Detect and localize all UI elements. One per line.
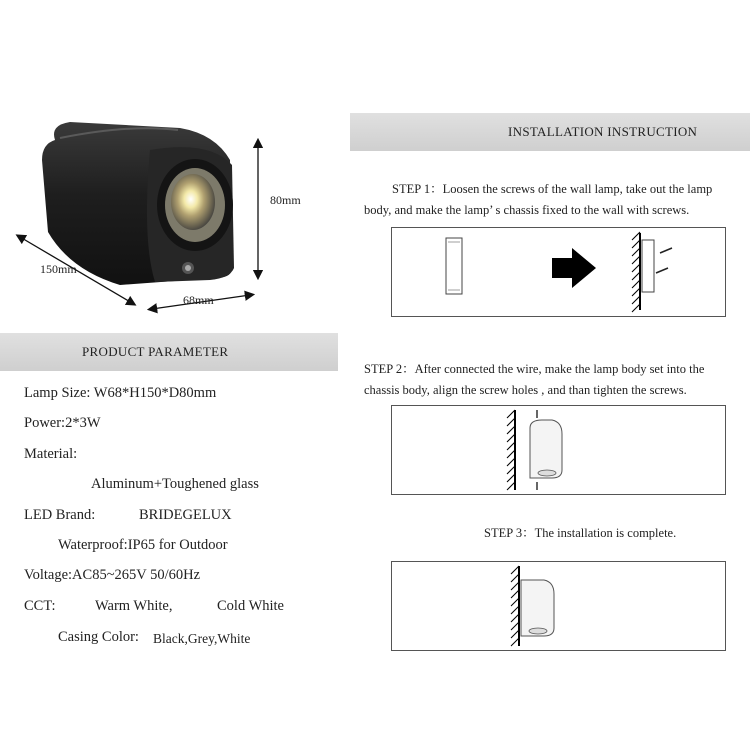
installation-header [350, 113, 750, 151]
material-value: Aluminum+Toughened glass [91, 476, 259, 492]
step1-diagram [391, 227, 726, 317]
product-parameter-header [0, 333, 338, 371]
voltage: Voltage:AC85~265V 50/60Hz [24, 567, 201, 583]
width-dimension: 68mm [183, 293, 214, 307]
installation-title: INSTALLATION INSTRUCTION [508, 124, 698, 139]
casing-color-value: Black,Grey,White [153, 631, 251, 646]
product-parameter-title: PRODUCT PARAMETER [82, 344, 229, 359]
waterproof: Waterproof:IP65 for Outdoor [58, 537, 228, 553]
lamp-size: Lamp Size: W68*H150*D80mm [24, 385, 217, 401]
step1-text [364, 179, 750, 221]
dimension-arrows [10, 135, 300, 315]
cct-warm: Warm White, [95, 598, 173, 614]
step2-line1: STEP 2：After connected the wire, make the lamp body set into the [364, 362, 705, 376]
step2-diagram [391, 405, 726, 495]
power: Power:2*3W [24, 415, 101, 431]
cct-cold: Cold White [217, 598, 284, 614]
led-brand-label: LED Brand: [24, 507, 96, 523]
step1-line1: STEP 1：Loosen the screws of the wall lamp, take out the lamp [392, 182, 713, 196]
casing-color-label: Casing Color: [58, 629, 139, 645]
step2-text [364, 359, 750, 401]
length-dimension: 150mm [40, 262, 77, 276]
step3-diagram [391, 561, 726, 651]
step1-line2: body, and make the lamp’ s chassis fixed to the wall with screws. [364, 203, 690, 217]
material-label: Material: [24, 446, 78, 462]
step2-line2: chassis body, align the screw holes , and than tighten the screws. [364, 383, 687, 397]
arrow-right-icon [552, 248, 596, 288]
height-dimension: 80mm [270, 193, 301, 207]
step3-text: STEP 3：The installation is complete. [484, 526, 677, 540]
cct-label: CCT: [24, 598, 56, 614]
led-brand-value: BRIDEGELUX [139, 507, 232, 523]
